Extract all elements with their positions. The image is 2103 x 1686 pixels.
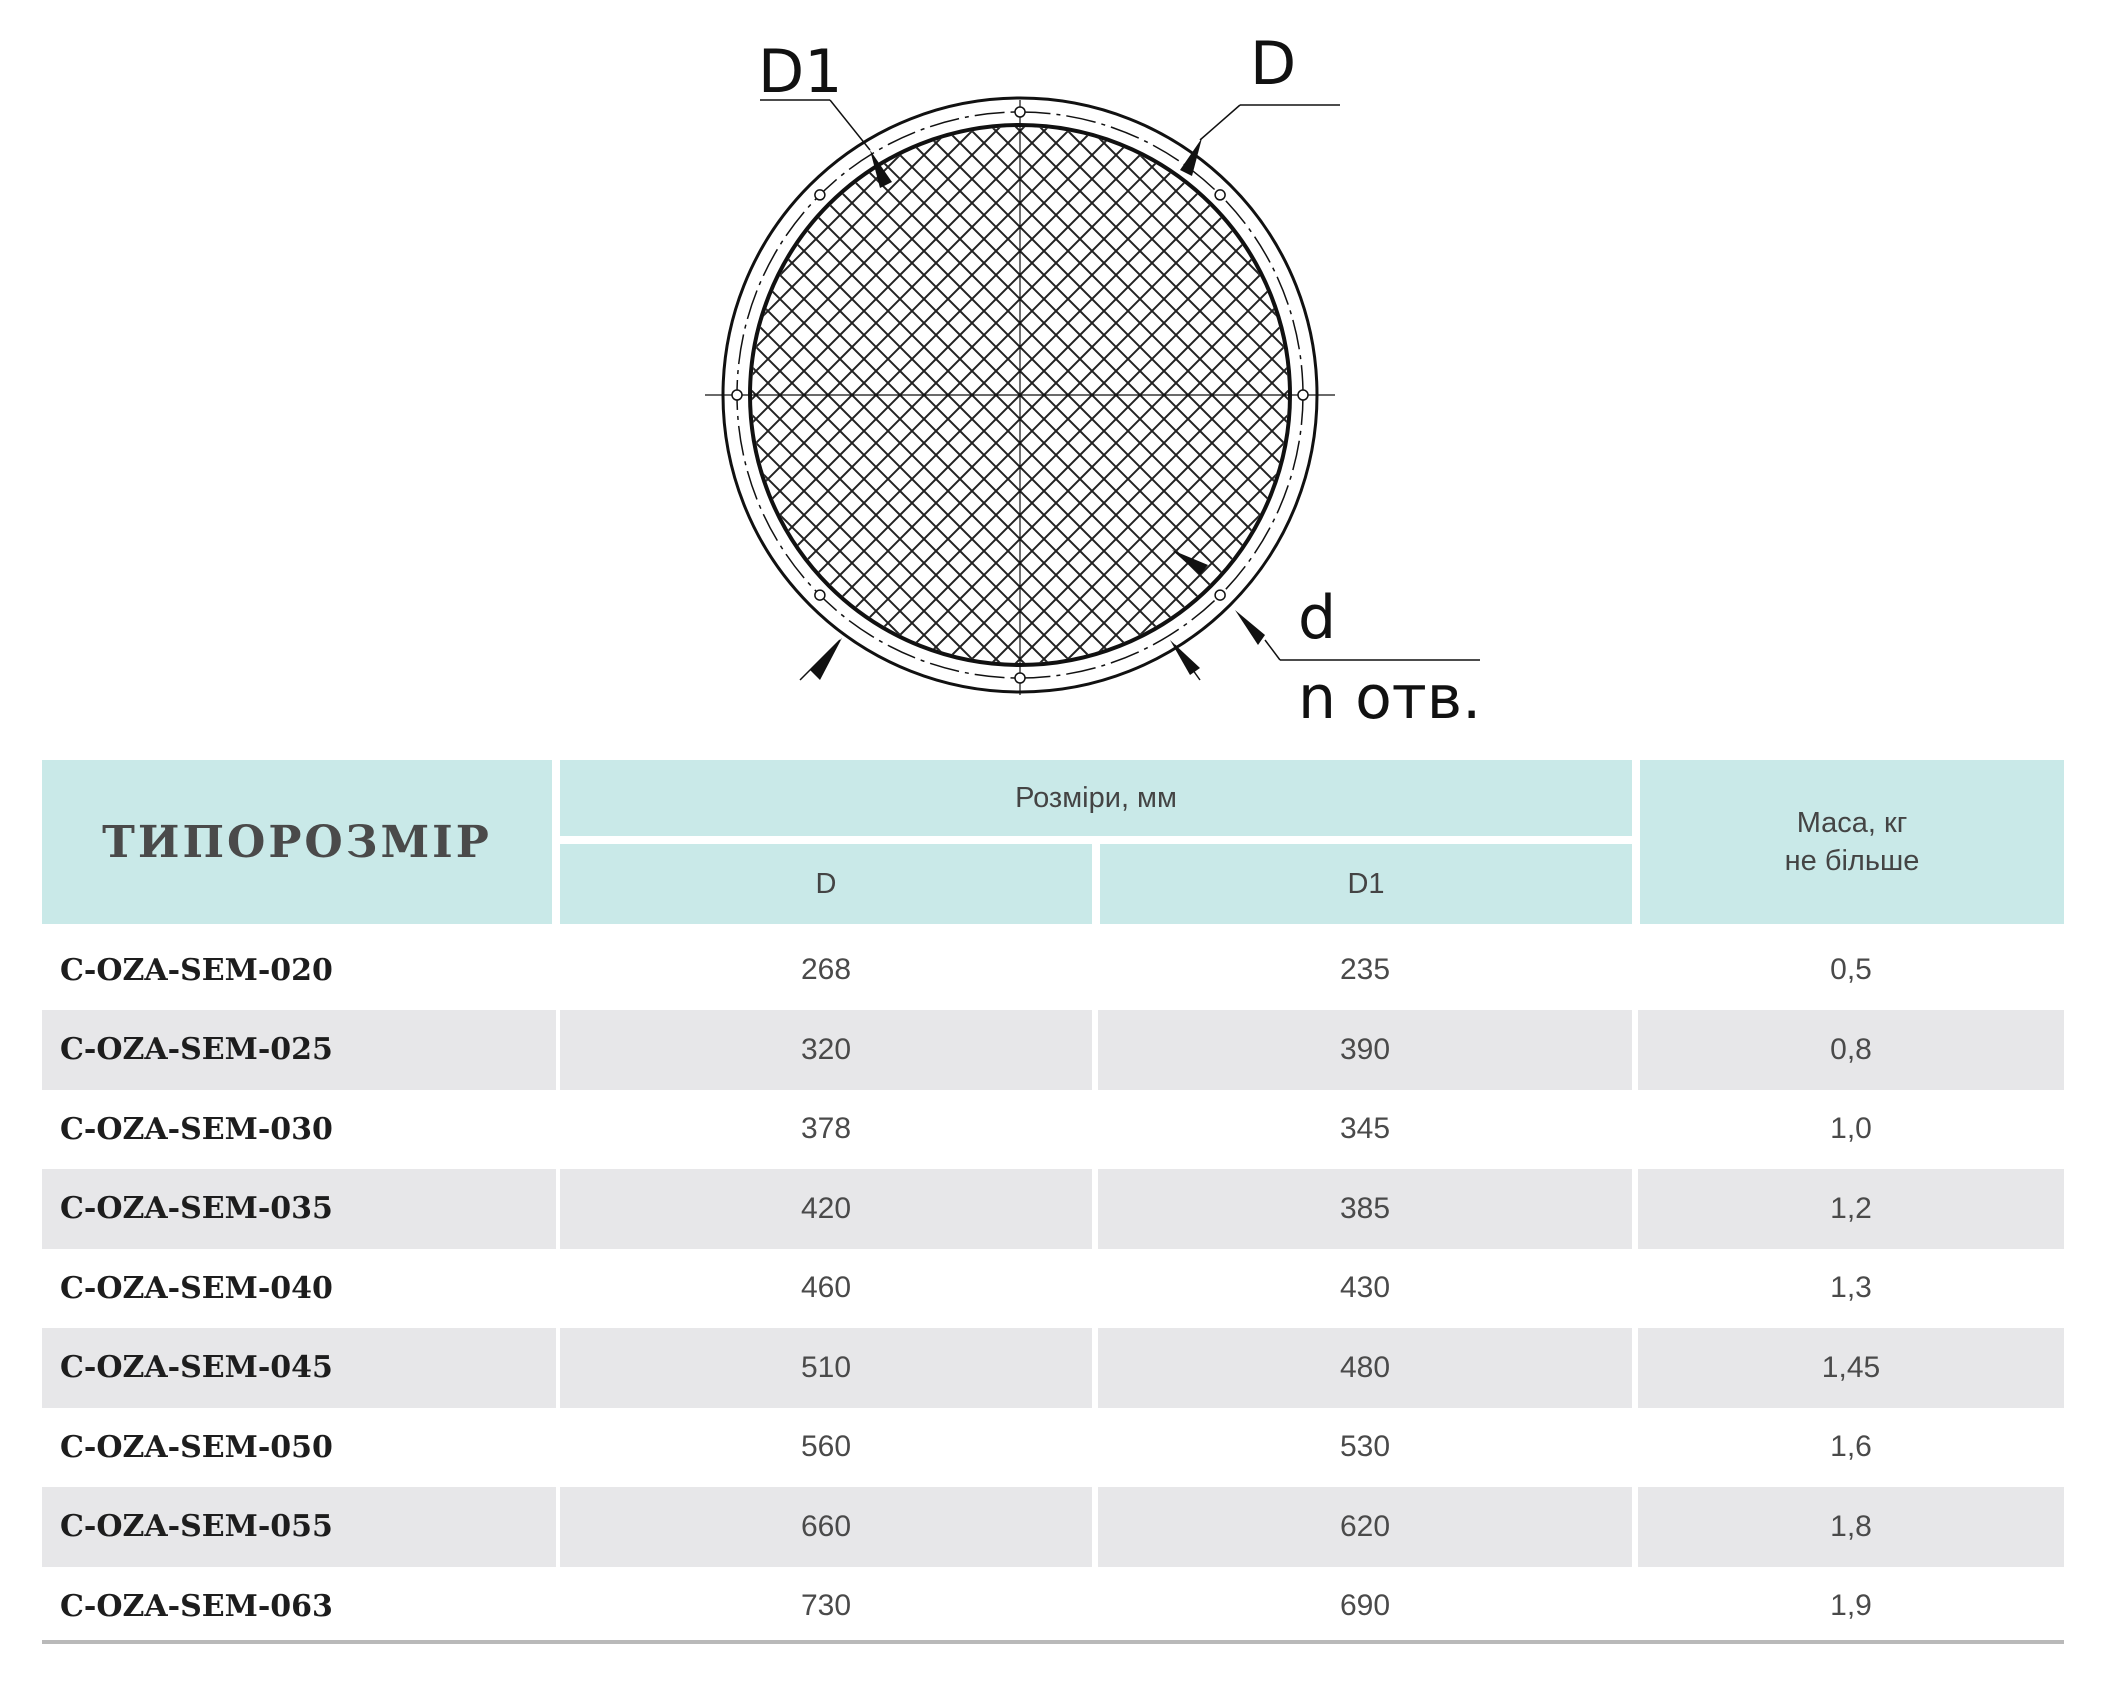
table-row — [42, 1328, 2064, 1408]
grille-diagram — [680, 20, 1520, 733]
table-row — [42, 1248, 2064, 1328]
bolt-hole — [1298, 390, 1308, 400]
cell-d: 660 — [560, 1487, 1092, 1567]
cell-mass: 1,0 — [1830, 1112, 1872, 1145]
arrow-lower-left — [810, 638, 842, 680]
cell-d: 320 — [560, 1010, 1092, 1090]
table-bottom-rule — [42, 1640, 2064, 1644]
cell-d1: 620 — [1098, 1487, 1632, 1567]
header-model: ТИПОРОЗМІР — [42, 760, 552, 924]
table-row — [42, 1089, 2064, 1169]
table-row — [42, 1487, 2064, 1567]
cell-d1: 530 — [1339, 1430, 1391, 1463]
label-hole-d: d — [1298, 583, 1337, 653]
bolt-hole — [1215, 590, 1225, 600]
table-row — [42, 1010, 2064, 1090]
cell-d: 730 — [800, 1589, 852, 1622]
cell-d1: 430 — [1339, 1271, 1391, 1304]
header-mass-line2: не більше — [1784, 845, 1920, 877]
cell-d1: 690 — [1339, 1589, 1391, 1622]
cell-d: 378 — [800, 1112, 852, 1145]
cell-model: C-OZA-SEM-020 — [60, 952, 333, 988]
cell-d1: 385 — [1098, 1169, 1632, 1249]
cell-d1: 480 — [1098, 1328, 1632, 1408]
cell-d: 420 — [560, 1169, 1092, 1249]
cell-model: C-OZA-SEM-025 — [42, 1010, 556, 1090]
cell-d: 510 — [560, 1328, 1092, 1408]
table-row — [42, 930, 2064, 1010]
cell-d: 560 — [800, 1430, 852, 1463]
bolt-hole — [1015, 107, 1025, 117]
cell-d1: 235 — [1339, 953, 1391, 986]
label-holes-count: n отв. — [1298, 663, 1482, 733]
header-mass-line1: Маса, кг — [1796, 807, 1908, 839]
cell-d: 268 — [800, 953, 852, 986]
bolt-hole — [732, 390, 742, 400]
cell-mass: 1,6 — [1830, 1430, 1872, 1463]
cell-mass: 0,5 — [1830, 953, 1872, 986]
header-col-d1: D1 — [1100, 844, 1632, 924]
cell-mass: 1,8 — [1638, 1487, 2064, 1567]
cell-model: C-OZA-SEM-040 — [60, 1270, 333, 1306]
label-d1: D1 — [758, 37, 843, 107]
cell-model: C-OZA-SEM-030 — [60, 1111, 333, 1147]
arrow-lower-right — [1170, 640, 1200, 675]
bolt-hole — [815, 590, 825, 600]
cell-model: C-OZA-SEM-050 — [60, 1429, 333, 1465]
cell-model: C-OZA-SEM-063 — [60, 1588, 333, 1624]
bolt-hole — [815, 190, 825, 200]
cell-d: 460 — [800, 1271, 852, 1304]
arrow-hole-bottom — [1235, 610, 1265, 645]
table-row — [42, 1169, 2064, 1249]
cell-mass: 1,2 — [1638, 1169, 2064, 1249]
cell-model: C-OZA-SEM-055 — [42, 1487, 556, 1567]
bolt-hole — [1215, 190, 1225, 200]
bolt-hole — [1015, 673, 1025, 683]
cell-model: C-OZA-SEM-035 — [42, 1169, 556, 1249]
cell-mass: 0,8 — [1638, 1010, 2064, 1090]
grille-drawing — [680, 20, 1520, 733]
header-mass — [1640, 760, 2064, 924]
cell-mass: 1,3 — [1830, 1271, 1872, 1304]
mesh-pattern — [680, 20, 1520, 733]
table-row — [42, 1407, 2064, 1487]
label-d: D — [1250, 29, 1297, 99]
cell-model: C-OZA-SEM-045 — [42, 1328, 556, 1408]
cell-d1: 390 — [1098, 1010, 1632, 1090]
cell-mass: 1,45 — [1638, 1328, 2064, 1408]
table-row — [42, 1566, 2064, 1646]
cell-d1: 345 — [1339, 1112, 1391, 1145]
header-dimensions: Розміри, мм — [560, 760, 1632, 836]
cell-mass: 1,9 — [1830, 1589, 1872, 1622]
header-col-d: D — [560, 844, 1092, 924]
